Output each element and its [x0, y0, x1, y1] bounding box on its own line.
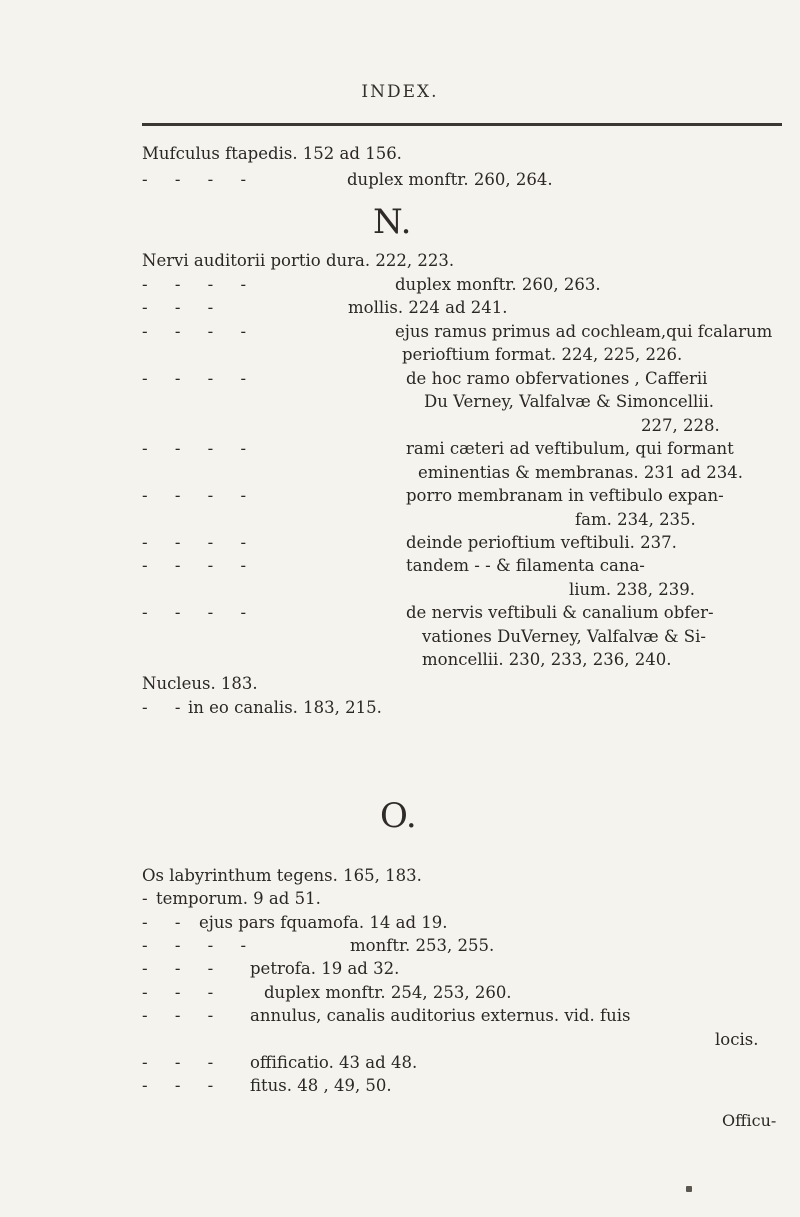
- section-letter-o: O.: [380, 796, 417, 836]
- entry-line: [575, 512, 696, 529]
- entry-text: lium. 238, 239.: [569, 580, 696, 599]
- entry-line: [142, 253, 454, 270]
- entry-text: porro membranam in veftibulo expan-: [406, 486, 724, 505]
- entry-text: annulus, canalis auditorius externus. vid. fuis: [250, 1006, 631, 1025]
- entry-text: Mufculus ftapedis. 152 ad 156.: [142, 144, 402, 163]
- ditto-marks: - - - -: [142, 170, 258, 189]
- entry-text: Nervi auditorii portio dura. 222, 223.: [142, 251, 455, 270]
- section-letter-n: N.: [373, 202, 412, 242]
- entry-text: deinde perioftium veftibuli. 237.: [406, 533, 677, 552]
- entry-text: petrofa. 19 ad 32.: [250, 959, 400, 978]
- entry-text: de nervis veftibuli & canalium obfer-: [406, 603, 714, 622]
- entry-line: [142, 439, 734, 458]
- header-rule: [142, 123, 782, 126]
- entry-line: [142, 913, 448, 932]
- entry-line: [142, 889, 321, 908]
- running-head: INDEX.: [361, 82, 439, 102]
- entry-line: [422, 652, 672, 669]
- ditto-marks: - -: [142, 913, 192, 932]
- entry-text: Os labyrinthum tegens. 165, 183.: [142, 866, 422, 885]
- entry-line: [142, 486, 724, 505]
- ditto-marks: - - -: [142, 1076, 225, 1095]
- entry-text: eminentias & membranas. 231 ad 234.: [418, 463, 743, 482]
- ditto-marks: - - -: [142, 983, 225, 1002]
- ditto-marks: - - - -: [142, 322, 258, 341]
- entry-line: [142, 146, 402, 163]
- entry-text: tandem - - & filamenta cana-: [406, 556, 645, 575]
- entry-line: [142, 936, 495, 955]
- entry-line: [142, 983, 512, 1002]
- entry-text: vationes DuVerney, Valfalvæ & Si-: [422, 627, 706, 646]
- ditto-marks: - - - -: [142, 486, 258, 505]
- entry-line: [424, 394, 714, 411]
- ditto-marks: - - - -: [142, 556, 258, 575]
- entry-line: [641, 418, 720, 435]
- ditto-marks: - - -: [142, 298, 225, 317]
- entry-text: duplex monftr. 260, 263.: [395, 275, 601, 294]
- entry-line: [142, 959, 400, 978]
- entry-text: duplex monftr. 254, 253, 260.: [264, 983, 512, 1002]
- entry-text: ejus ramus primus ad cochleam,qui fcalarum: [395, 322, 773, 341]
- ditto-marks: - - - -: [142, 603, 258, 622]
- ditto-marks: - - - -: [142, 439, 258, 458]
- ditto-marks: -: [142, 889, 159, 908]
- entry-text: perioftium format. 224, 225, 226.: [402, 345, 683, 364]
- ditto-marks: - - -: [142, 1053, 225, 1072]
- ditto-marks: - -: [142, 698, 192, 717]
- entry-line: [142, 556, 645, 575]
- entry-line: [569, 582, 695, 599]
- entry-line: [142, 298, 508, 317]
- entry-text: in eo canalis. 183, 215.: [188, 698, 382, 717]
- entry-text: duplex monftr. 260, 264.: [347, 170, 553, 189]
- entry-line: [142, 1006, 631, 1025]
- entry-text: fam. 234, 235.: [575, 510, 696, 529]
- entry-line: [422, 629, 706, 646]
- entry-line: [142, 1053, 418, 1072]
- entry-text: Du Verney, Valfalvæ & Simoncellii.: [424, 392, 715, 411]
- entry-line: [142, 275, 601, 294]
- entry-line: [142, 676, 258, 693]
- entry-text: moncellii. 230, 233, 236, 240.: [422, 650, 672, 669]
- ditto-marks: - - - -: [142, 936, 258, 955]
- entry-text: temporum. 9 ad 51.: [156, 889, 321, 908]
- ditto-marks: - - -: [142, 1006, 225, 1025]
- entry-text: Nucleus. 183.: [142, 674, 258, 693]
- entry-line: [142, 603, 714, 622]
- ink-speck: [686, 1186, 692, 1192]
- entry-line: [142, 868, 422, 885]
- entry-text: rami cæteri ad veftibulum, qui formant: [406, 439, 734, 458]
- entry-line: [142, 322, 773, 341]
- ditto-marks: - - - -: [142, 369, 258, 388]
- entry-line: [142, 170, 553, 189]
- entry-text: offificatio. 43 ad 48.: [250, 1053, 418, 1072]
- ditto-marks: - - - -: [142, 533, 258, 552]
- entry-text: fitus. 48 , 49, 50.: [250, 1076, 392, 1095]
- entry-text: locis.: [715, 1030, 759, 1049]
- entry-line: [142, 369, 708, 388]
- catchword: Officu-: [722, 1111, 777, 1130]
- entry-line: [142, 533, 677, 552]
- entry-text: de hoc ramo obfervationes , Cafferii: [406, 369, 708, 388]
- entry-text: monftr. 253, 255.: [350, 936, 495, 955]
- entry-text: 227, 228.: [641, 416, 720, 435]
- entry-line: [142, 698, 382, 717]
- entry-line: [715, 1032, 758, 1049]
- entry-text: ejus pars fquamofa. 14 ad 19.: [199, 913, 448, 932]
- entry-line: [142, 1076, 392, 1095]
- ditto-marks: - - -: [142, 959, 225, 978]
- entry-text: mollis. 224 ad 241.: [348, 298, 508, 317]
- ditto-marks: - - - -: [142, 275, 258, 294]
- entry-line: [402, 347, 682, 364]
- entry-line: [418, 465, 743, 482]
